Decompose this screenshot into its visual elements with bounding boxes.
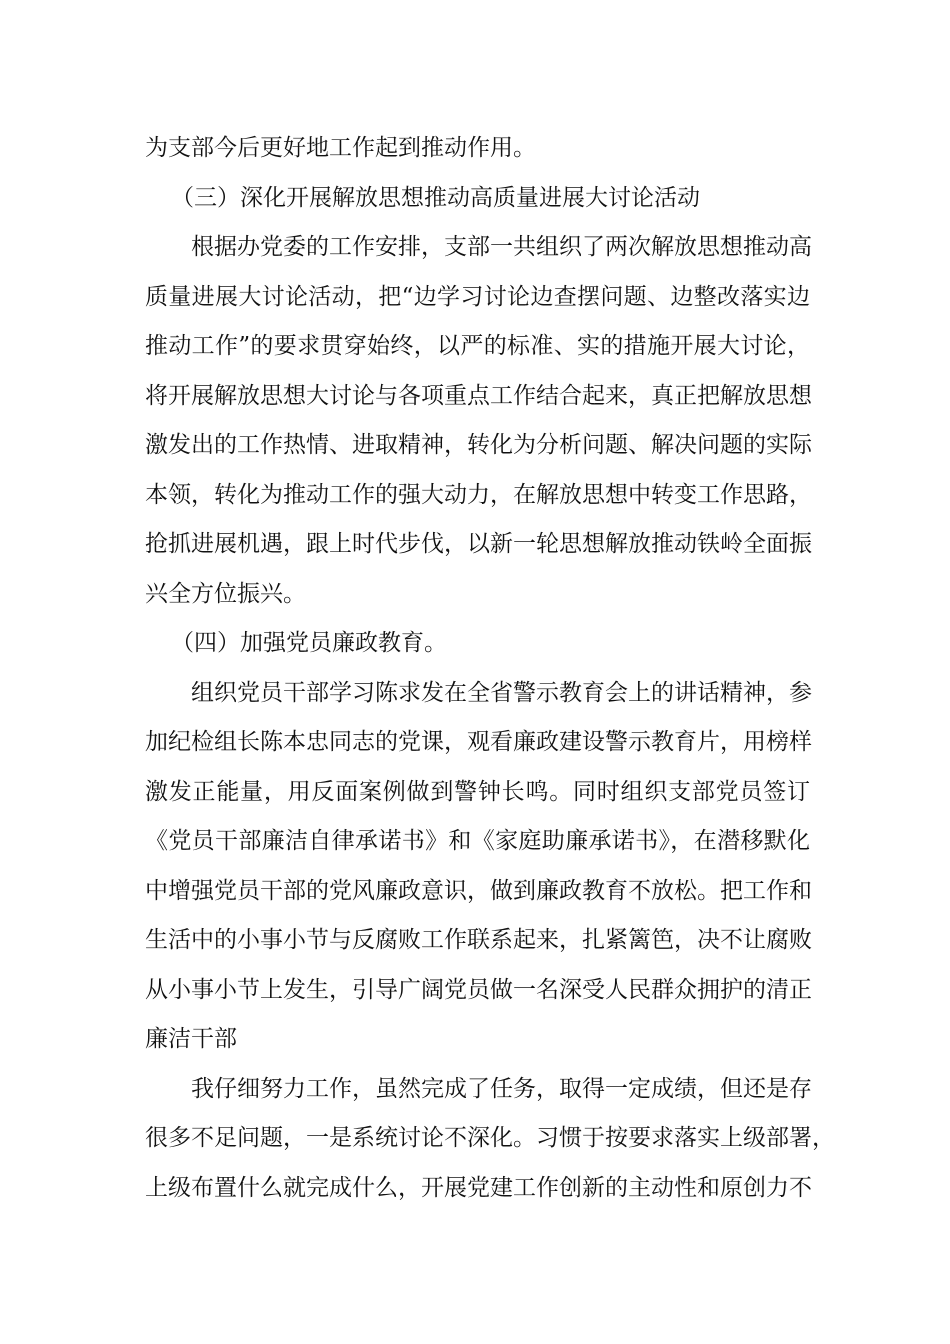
paragraph-line: 《党员干部廉洁自律承诺书》和《家庭助廉承诺书》，在潜移默化 <box>145 828 810 854</box>
paragraph-line: 廉洁干部 <box>145 1026 237 1052</box>
paragraph-line: 为支部今后更好地工作起到推动作用。 <box>145 135 536 161</box>
section-heading-3: （三）深化开展解放思想推动高质量进展大讨论活动 <box>171 184 700 211</box>
paragraph-line: 根据办党委的工作安排，支部一共组织了两次解放思想推动高 <box>191 234 812 260</box>
paragraph-line: 很多不足问题，一是系统讨论不深化。习惯于按要求落实上级部署， <box>145 1125 835 1151</box>
paragraph-line: 上级布置什么就完成什么，开展党建工作创新的主动性和原创力不 <box>145 1174 812 1201</box>
paragraph-line: 本领，转化为推动工作的强大动力，在解放思想中转变工作思路， <box>145 481 812 508</box>
paragraph-line: 激发出的工作热情、进取精神，转化为分析问题、解决问题的实际 <box>145 432 812 458</box>
section-heading-4: （四）加强党员廉政教育。 <box>171 630 447 656</box>
paragraph-line: 抢抓进展机遇，跟上时代步伐，以新一轮思想解放推动铁岭全面振 <box>145 531 812 557</box>
paragraph-line: 生活中的小事小节与反腐败工作联系起来，扎紧篱笆，决不让腐败 <box>145 927 812 953</box>
paragraph-line: 质量进展大讨论活动，把“边学习讨论边查摆问题、边整改落实边 <box>145 283 810 310</box>
paragraph-line: 我仔细努力工作，虽然完成了任务，取得一定成绩，但还是存 <box>191 1075 812 1102</box>
document-body <box>145 124 835 1213</box>
paragraph-line: 加纪检组长陈本忠同志的党课，观看廉政建设警示教育片，用榜样 <box>145 729 812 755</box>
paragraph-line: 推动工作”的要求贯穿始终，以严的标准、实的措施开展大讨论， <box>145 333 810 359</box>
paragraph-line: 从小事小节上发生，引导广阔党员做一名深受人民群众拥护的清正 <box>145 976 812 1003</box>
paragraph-line: 组织党员干部学习陈求发在全省警示教育会上的讲话精神，参 <box>191 679 812 706</box>
paragraph-line: 兴全方位振兴。 <box>145 580 306 607</box>
paragraph-line: 激发正能量，用反面案例做到警钟长鸣。同时组织支部党员签订 <box>145 778 810 805</box>
paragraph-line: 中增强党员干部的党风廉政意识，做到廉政教育不放松。把工作和 <box>145 877 812 904</box>
paragraph-line: 将开展解放思想大讨论与各项重点工作结合起来，真正把解放思想 <box>145 382 812 409</box>
